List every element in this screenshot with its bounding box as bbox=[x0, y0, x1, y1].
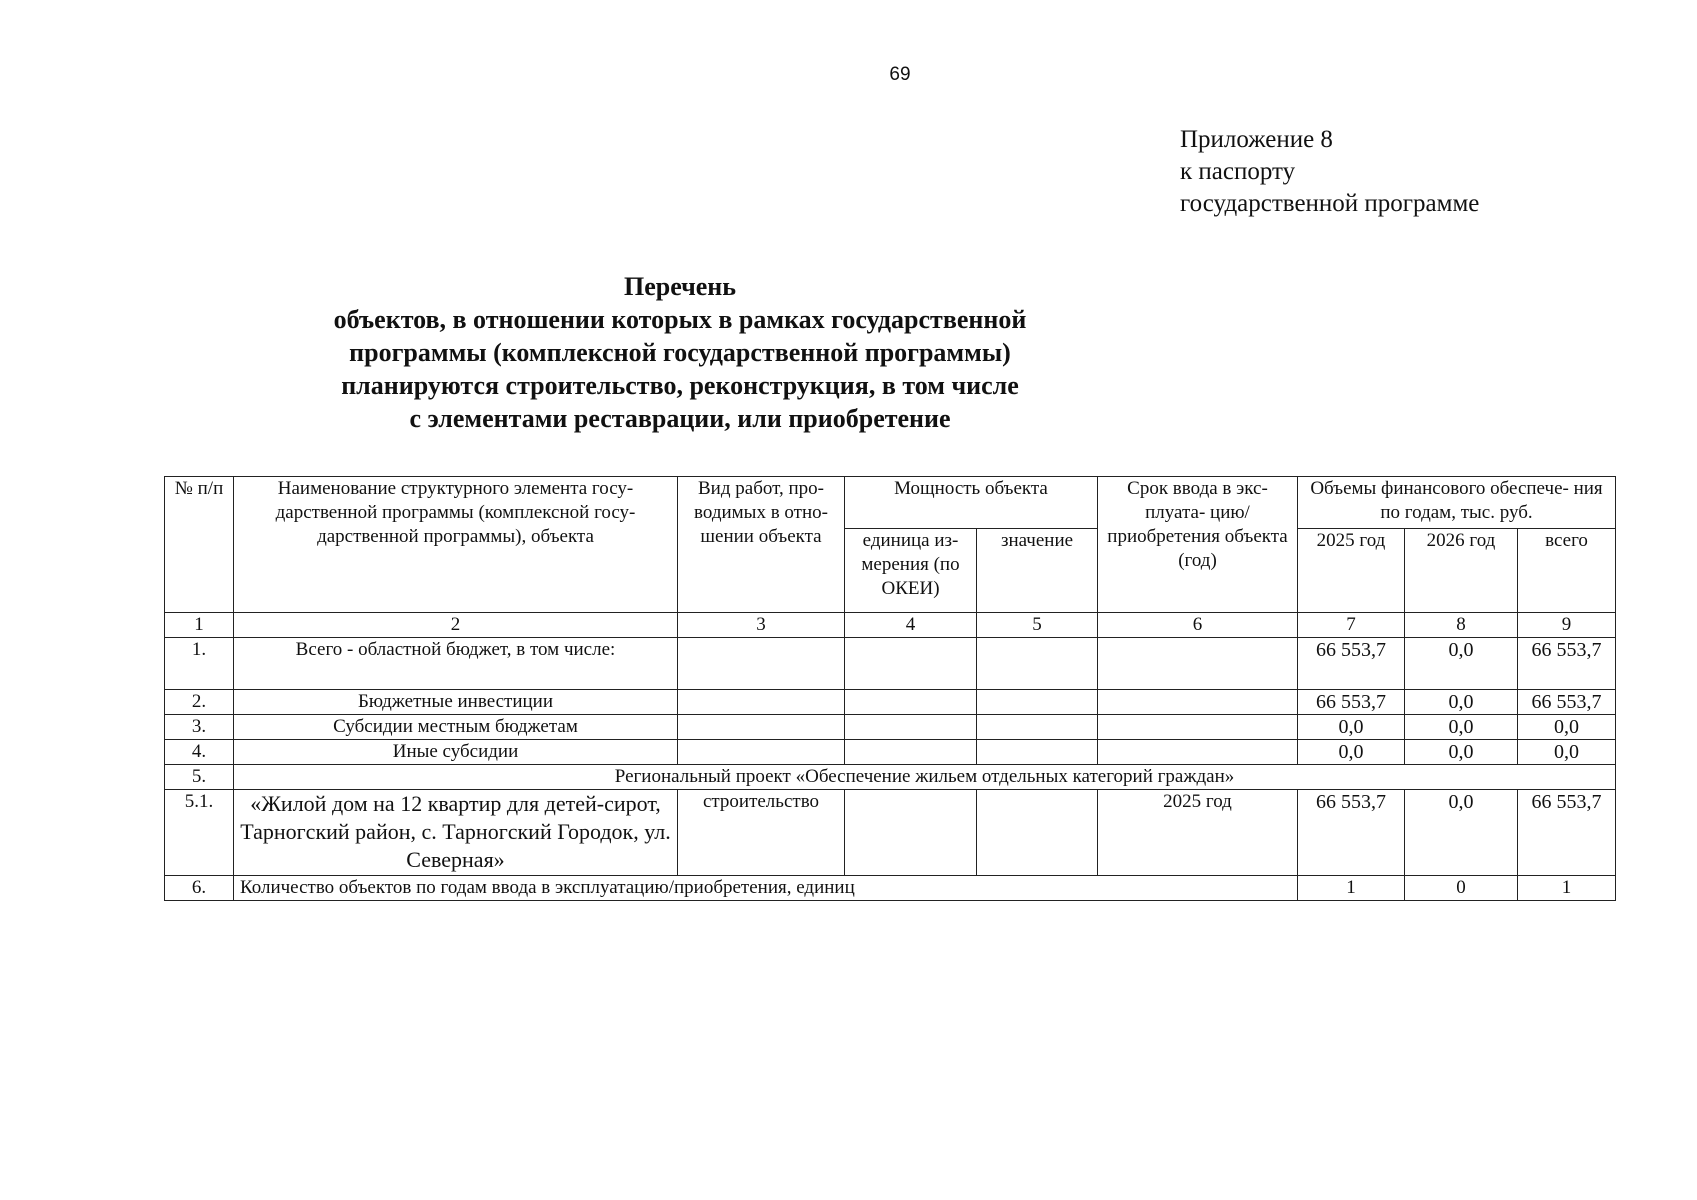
appendix-line: Приложение 8 bbox=[1180, 126, 1333, 153]
column-number: 1 bbox=[165, 613, 234, 638]
column-number: 3 bbox=[678, 613, 845, 638]
table-row bbox=[165, 638, 1616, 690]
header-2025: 2025 год bbox=[1298, 529, 1405, 613]
count-row bbox=[165, 876, 1616, 901]
row-term bbox=[1098, 740, 1298, 765]
row-value bbox=[977, 740, 1098, 765]
row-2026: 0,0 bbox=[1405, 790, 1518, 876]
row-name: Всего - областной бюджет, в том числе: bbox=[234, 638, 678, 690]
row-2025: 66 553,7 bbox=[1298, 690, 1405, 715]
table-row bbox=[165, 715, 1616, 740]
row-unit bbox=[845, 790, 977, 876]
row-num: 3. bbox=[165, 715, 234, 740]
row-2026: 0,0 bbox=[1405, 740, 1518, 765]
header-unit: единица из- мерения (по ОКЕИ) bbox=[845, 529, 977, 613]
header-name: Наименование структурного элемента госу- дарственной программы (комплексной госу- дарственной программы), объекта bbox=[234, 477, 678, 613]
page-number: 69 bbox=[889, 64, 911, 85]
row-total: 66 553,7 bbox=[1518, 790, 1616, 876]
row-2026: 0 bbox=[1405, 876, 1518, 901]
header-total: всего bbox=[1518, 529, 1616, 613]
document-title bbox=[0, 270, 1360, 435]
column-number: 2 bbox=[234, 613, 678, 638]
row-value bbox=[977, 690, 1098, 715]
row-work bbox=[678, 638, 845, 690]
header-term: Срок ввода в экс- плуата- цию/приобретения объекта (год) bbox=[1098, 477, 1298, 613]
row-2025: 66 553,7 bbox=[1298, 638, 1405, 690]
row-name: Бюджетные инвестиции bbox=[234, 690, 678, 715]
row-num: 5.1. bbox=[165, 790, 234, 876]
row-num: 5. bbox=[165, 765, 234, 790]
title-line: программы (комплексной государственной программы) bbox=[349, 338, 1011, 367]
row-2025: 66 553,7 bbox=[1298, 790, 1405, 876]
row-name: Субсидии местным бюджетам bbox=[234, 715, 678, 740]
title-line: Перечень bbox=[623, 272, 737, 301]
column-number: 4 bbox=[845, 613, 977, 638]
row-2025: 1 bbox=[1298, 876, 1405, 901]
appendix-line: государственной программе bbox=[1180, 190, 1480, 217]
row-value bbox=[977, 790, 1098, 876]
row-value bbox=[977, 715, 1098, 740]
row-value bbox=[977, 638, 1098, 690]
row-work bbox=[678, 715, 845, 740]
row-2026: 0,0 bbox=[1405, 690, 1518, 715]
header-work: Вид работ, про- водимых в отно- шении объекта bbox=[678, 477, 845, 613]
object-row bbox=[165, 790, 1616, 876]
column-number: 9 bbox=[1518, 613, 1616, 638]
row-unit bbox=[845, 690, 977, 715]
column-number: 5 bbox=[977, 613, 1098, 638]
appendix-note bbox=[1180, 124, 1479, 220]
header-finance: Объемы финансового обеспече- ния по годам, тыс. руб. bbox=[1298, 477, 1616, 529]
title-line: с элементами реставрации, или приобретение bbox=[409, 404, 951, 433]
row-num: 1. bbox=[165, 638, 234, 690]
object-name: «Жилой дом на 12 квартир для детей-сирот, Тарногский район, с. Тарногский Городок, ул. Северная» bbox=[234, 790, 678, 876]
count-label: Количество объектов по годам ввода в эксплуатацию/приобретения, единиц bbox=[234, 876, 1298, 901]
row-2026: 0,0 bbox=[1405, 715, 1518, 740]
header-row bbox=[165, 477, 1616, 529]
row-total: 66 553,7 bbox=[1518, 690, 1616, 715]
title-line: объектов, в отношении которых в рамках государственной bbox=[333, 305, 1027, 334]
header-capacity: Мощность объекта bbox=[845, 477, 1098, 529]
row-total: 0,0 bbox=[1518, 715, 1616, 740]
table-row bbox=[165, 740, 1616, 765]
project-row bbox=[165, 765, 1616, 790]
row-term bbox=[1098, 638, 1298, 690]
row-unit bbox=[845, 715, 977, 740]
row-unit bbox=[845, 740, 977, 765]
row-term bbox=[1098, 715, 1298, 740]
column-number: 8 bbox=[1405, 613, 1518, 638]
table-row bbox=[165, 690, 1616, 715]
row-unit bbox=[845, 638, 977, 690]
header-num: № п/п bbox=[165, 477, 234, 613]
column-number: 7 bbox=[1298, 613, 1405, 638]
row-term: 2025 год bbox=[1098, 790, 1298, 876]
header-value: значение bbox=[977, 529, 1098, 613]
row-total: 0,0 bbox=[1518, 740, 1616, 765]
row-work bbox=[678, 690, 845, 715]
row-total: 66 553,7 bbox=[1518, 638, 1616, 690]
row-work: строительство bbox=[678, 790, 845, 876]
row-num: 4. bbox=[165, 740, 234, 765]
row-num: 2. bbox=[165, 690, 234, 715]
row-work bbox=[678, 740, 845, 765]
row-2026: 0,0 bbox=[1405, 638, 1518, 690]
column-numbers-row bbox=[165, 613, 1616, 638]
row-2025: 0,0 bbox=[1298, 740, 1405, 765]
column-number: 6 bbox=[1098, 613, 1298, 638]
title-line: планируются строительство, реконструкция, в том числе bbox=[341, 371, 1019, 400]
appendix-line: к паспорту bbox=[1180, 158, 1296, 185]
row-2025: 0,0 bbox=[1298, 715, 1405, 740]
row-num: 6. bbox=[165, 876, 234, 901]
project-label: Региональный проект «Обеспечение жильем отдельных категорий граждан» bbox=[234, 765, 1616, 790]
objects-table bbox=[164, 476, 1616, 901]
header-2026: 2026 год bbox=[1405, 529, 1518, 613]
row-name: Иные субсидии bbox=[234, 740, 678, 765]
row-total: 1 bbox=[1518, 876, 1616, 901]
row-term bbox=[1098, 690, 1298, 715]
